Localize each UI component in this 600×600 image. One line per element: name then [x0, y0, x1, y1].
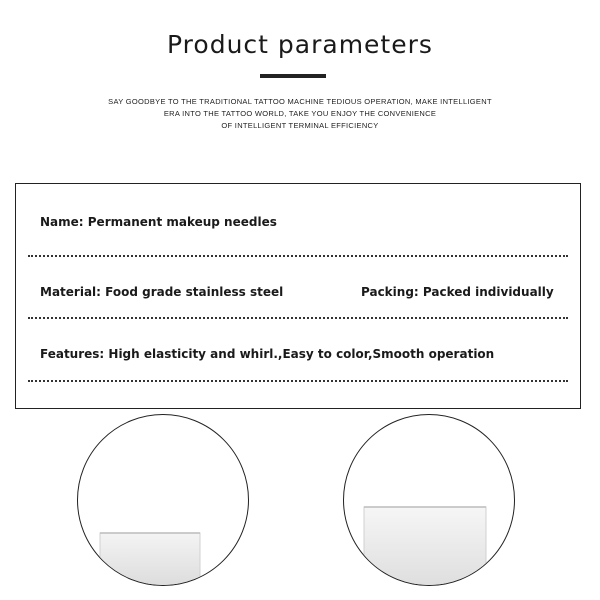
needle-image-straight: [343, 414, 515, 586]
subtitle-line: OF INTELLIGENT TERMINAL EFFICIENCY: [221, 121, 379, 130]
straight-needle-illustration: [344, 415, 515, 586]
dotted-divider: [28, 255, 568, 257]
subtitle-line: ERA INTO THE TATTOO WORLD, TAKE YOU ENJOY THE CONVENIENCE: [163, 109, 437, 118]
features-param: Features: High elasticity and whirl.,Easy to color,Smooth operation: [40, 347, 495, 361]
name-param: Name: Permanent makeup needles: [40, 215, 277, 229]
page-title: Product parameters: [167, 30, 433, 59]
packing-param: Packing: Packed individually: [361, 285, 554, 299]
dotted-divider: [28, 380, 568, 382]
needle-holder: [364, 507, 486, 586]
subtitle: [0, 96, 600, 132]
parameters-panel: [15, 183, 581, 409]
dotted-divider: [28, 317, 568, 319]
needle-holder: [100, 533, 200, 586]
material-param: Material: Food grade stainless steel: [40, 285, 284, 299]
needle-image-sloped: [77, 414, 249, 586]
sloped-needle-illustration: [78, 415, 249, 586]
title-underline: [260, 74, 326, 78]
subtitle-line: SAY GOODBYE TO THE TRADITIONAL TATTOO MACHINE TEDIOUS OPERATION, MAKE INTELLIGENT: [108, 97, 492, 106]
